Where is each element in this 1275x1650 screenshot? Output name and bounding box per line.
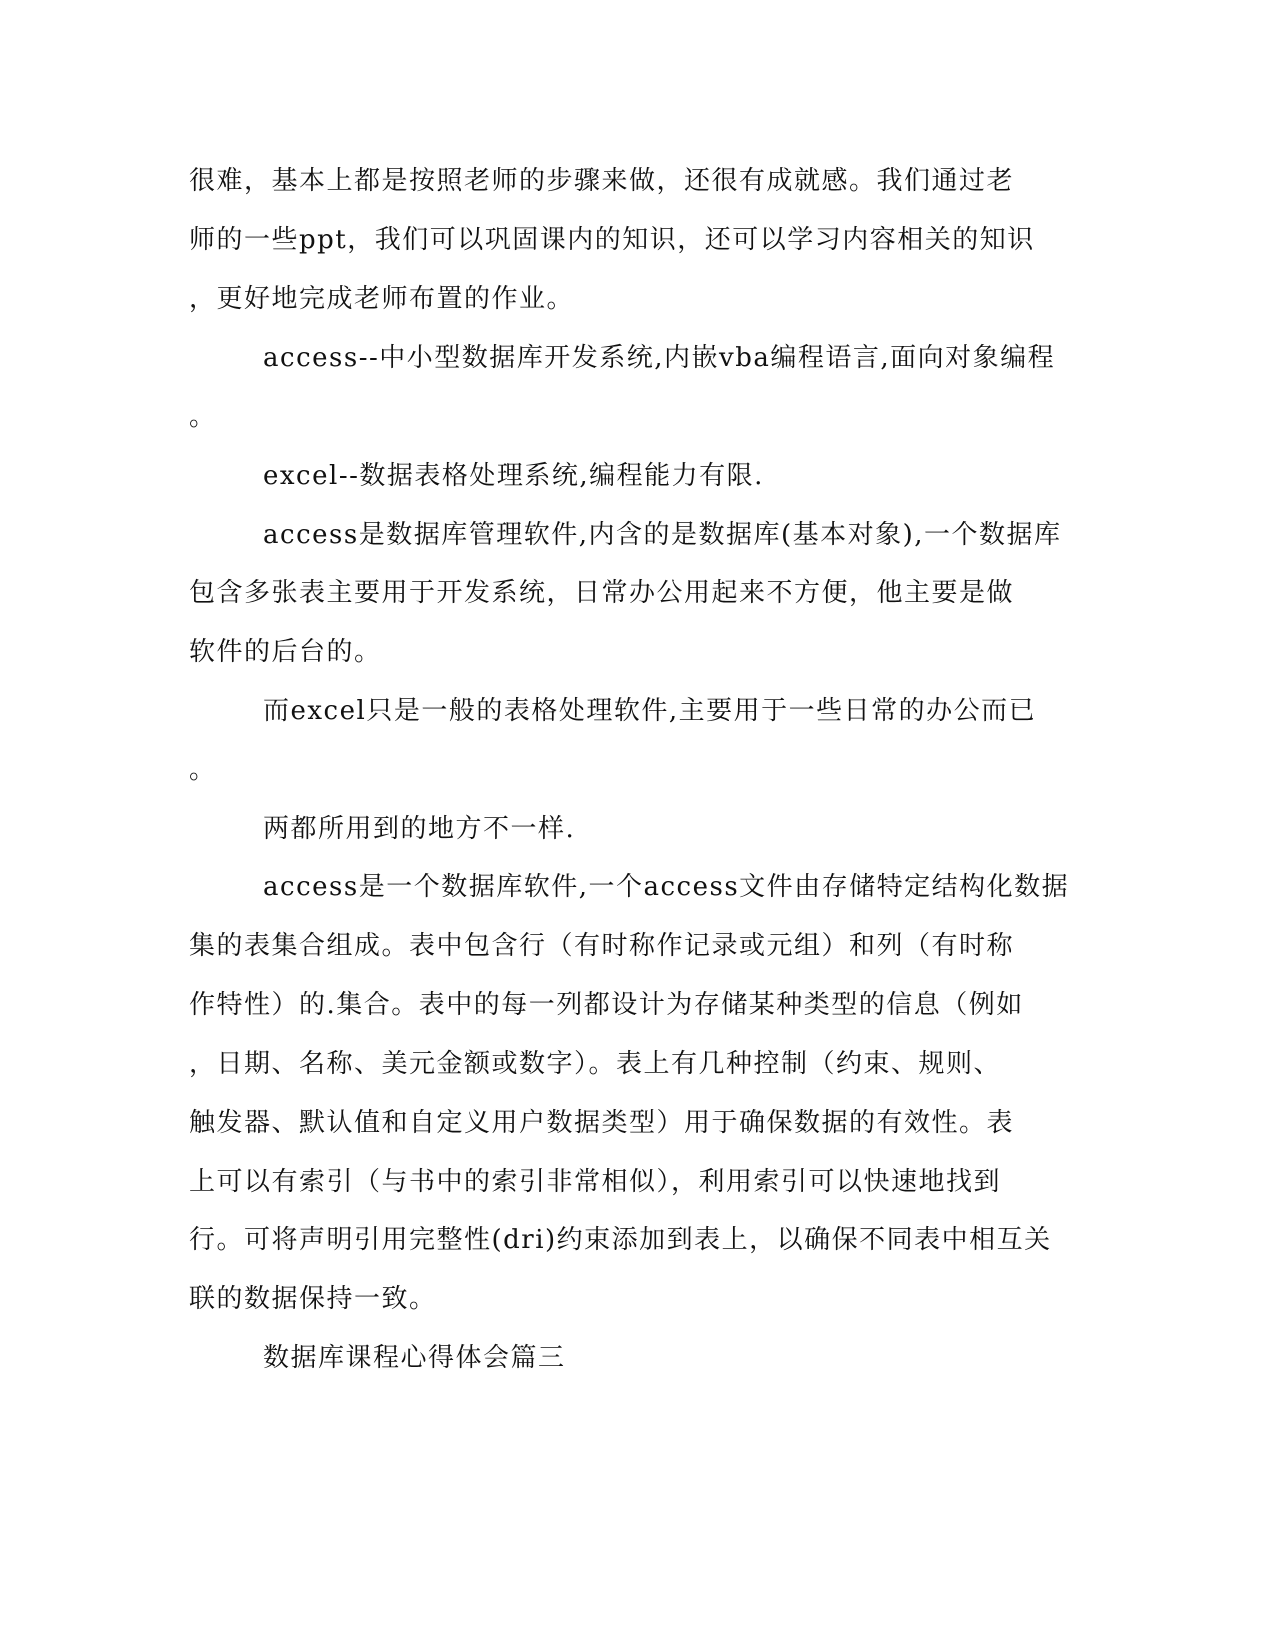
text-line: ，日期、名称、美元金额或数字）。表上有几种控制（约束、规则、 (189, 1049, 1002, 1079)
text-line: 师的一些ppt，我们可以巩固课内的知识，还可以学习内容相关的知识 (189, 225, 1035, 255)
text-line: 软件的后台的。 (189, 637, 382, 667)
section-heading: 数据库课程心得体会篇三 (263, 1343, 566, 1373)
text-line: 上可以有索引（与书中的索引非常相似），利用索引可以快速地找到 (189, 1167, 1002, 1197)
text-line: 联的数据保持一致。 (189, 1284, 437, 1314)
text-line: 集的表集合组成。表中包含行（有时称作记录或元组）和列（有时称 (189, 931, 1015, 961)
text-line: ，更好地完成老师布置的作业。 (189, 284, 575, 314)
text-line: 包含多张表主要用于开发系统，日常办公用起来不方便，他主要是做 (189, 578, 1015, 608)
text-line: 很难，基本上都是按照老师的步骤来做，还很有成就感。我们通过老 (189, 166, 1015, 196)
text-line: 。 (189, 402, 217, 432)
text-line: 行。可将声明引用完整性(dri)约束添加到表上，以确保不同表中相互关 (189, 1225, 1052, 1255)
text-line: 。 (189, 755, 217, 785)
text-line: 作特性）的.集合。表中的每一列都设计为存储某种类型的信息（例如 (189, 990, 1024, 1020)
text-line: access是一个数据库软件,一个access文件由存储特定结构化数据 (263, 872, 1070, 902)
text-line: 而excel只是一般的表格处理软件,主要用于一些日常的办公而已 (263, 696, 1037, 726)
text-line: 触发器、默认值和自定义用户数据类型）用于确保数据的有效性。表 (189, 1108, 1015, 1138)
text-line: 两都所用到的地方不一样. (263, 814, 576, 844)
text-line: excel--数据表格处理系统,编程能力有限. (263, 461, 764, 491)
text-line: access--中小型数据库开发系统,内嵌vba编程语言,面向对象编程 (263, 343, 1056, 373)
text-line: access是数据库管理软件,内含的是数据库(基本对象),一个数据库 (263, 520, 1062, 550)
